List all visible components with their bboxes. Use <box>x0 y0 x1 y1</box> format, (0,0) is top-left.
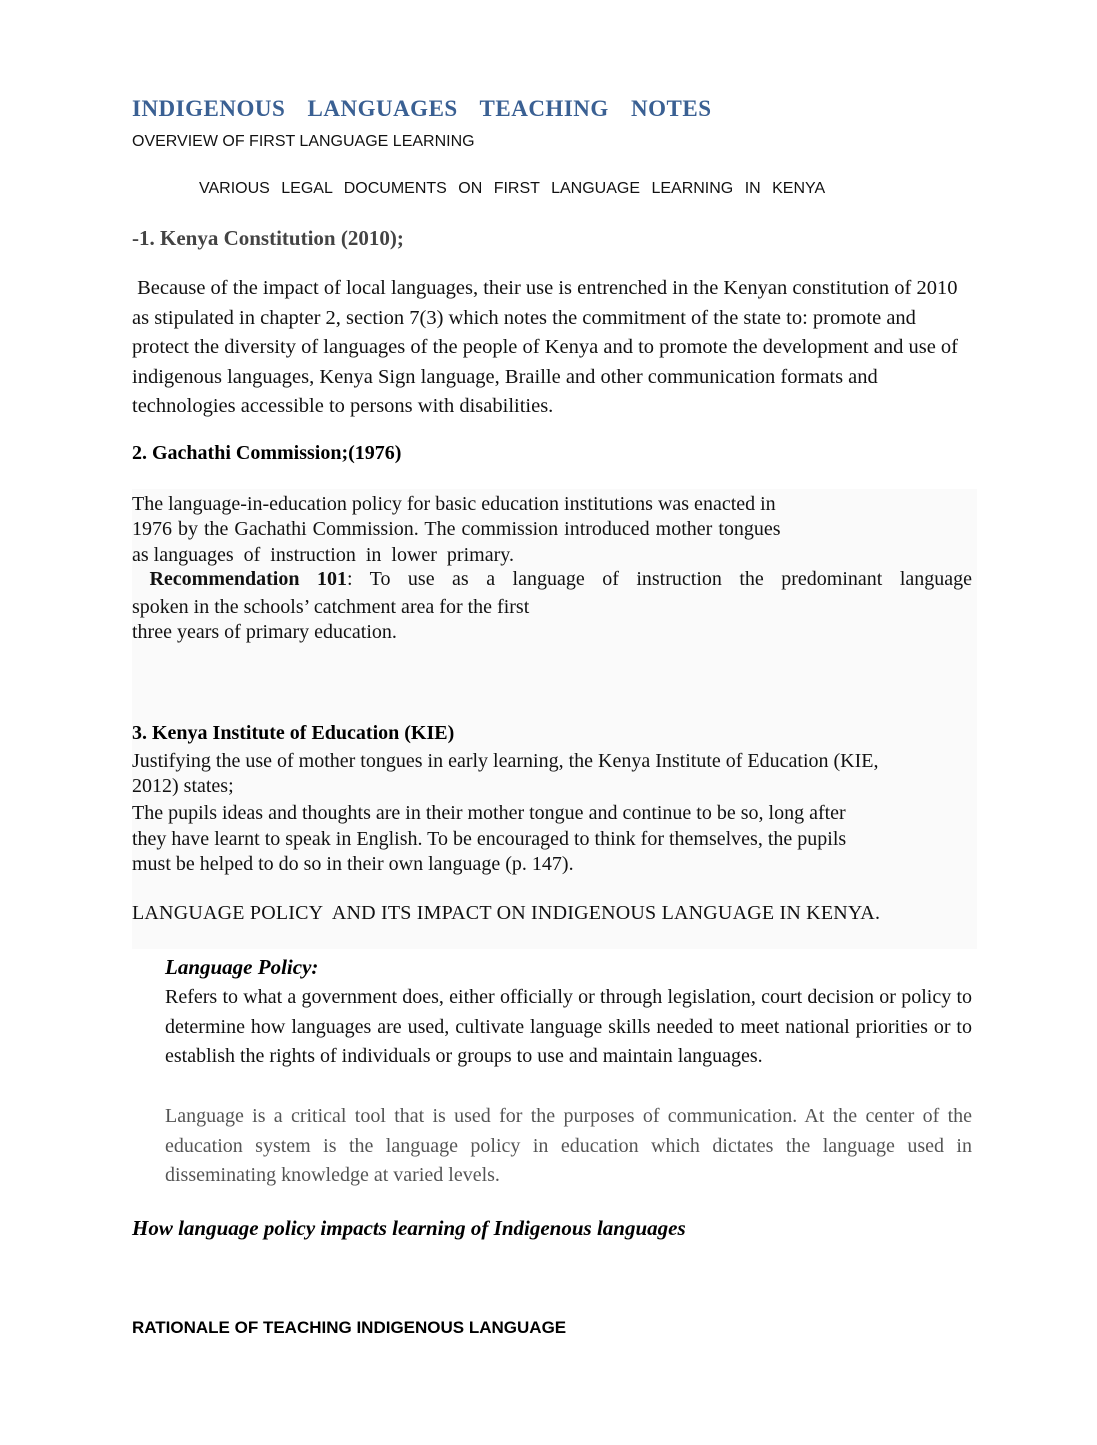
recommendation-101 <box>132 568 972 591</box>
language-policy-title: Language Policy: <box>165 955 319 979</box>
section-1-text: Because of the impact of local languages, their use is entrenched in the Kenyan constitution of 2010 as stipulated in chapter 2, section 7(3) which notes the commitment of the state to: promote and protect the diversity of languages of the people of Kenya and to promote the development and use of indigenous languages, Kenya Sign language, Braille and other communication formats and technologies accessible to persons with disabilities. <box>132 277 959 418</box>
recommendation-label: Recommendation 101 <box>149 568 347 590</box>
impact-heading: How language policy impacts learning of Indigenous languages <box>132 1216 686 1240</box>
section-2-line: as languages of instruction in lower primary. <box>132 544 514 566</box>
legal-documents-heading: VARIOUS LEGAL DOCUMENTS ON FIRST LANGUAGE LEARNING IN KENYA <box>199 180 826 197</box>
section-3-line: they have learnt to speak in English. To be encouraged to think for themselves, the pupils <box>132 828 847 850</box>
section-2-line: The language-in-education policy for basic education institutions was enacted in <box>132 493 776 515</box>
recommendation-line: spoken in the schools’ catchment area for the first <box>132 596 530 618</box>
overview-heading: OVERVIEW OF FIRST LANGUAGE LEARNING <box>132 133 475 150</box>
section-2-heading: 2. Gachathi Commission;(1976) <box>132 442 402 464</box>
section-3-line: Justifying the use of mother tongues in early learning, the Kenya Institute of Education (KIE, <box>132 750 879 772</box>
section-3-line: 2012) states; <box>132 775 234 797</box>
section-1-body <box>132 274 972 422</box>
rationale-heading: RATIONALE OF TEACHING INDIGENOUS LANGUAGE <box>132 1318 567 1337</box>
section-3-line: The pupils ideas and thoughts are in their mother tongue and continue to be so, long after <box>132 802 846 824</box>
recommendation-text: : To use as a language of instruction the predominant language <box>346 568 973 590</box>
language-policy-heading: LANGUAGE POLICY AND ITS IMPACT ON INDIGENOUS LANGUAGE IN KENYA. <box>132 902 881 924</box>
language-policy-definition: Refers to what a government does, either officially or through legislation, court decision or policy to determine how languages are used, cultivate language skills needed to meet national priorities or to establish the rights of individuals or groups to use and maintain languages. <box>165 986 972 1068</box>
recommendation-line: three years of primary education. <box>132 621 397 643</box>
language-policy-note: Language is a critical tool that is used for the purposes of communication. At the center of the education system is the language policy in education which dictates the language used in disseminating knowledge at varied levels. <box>165 1105 972 1187</box>
section-1-heading: -1. Kenya Constitution (2010); <box>132 226 404 250</box>
section-3-line: must be helped to do so in their own language (p. 147). <box>132 853 574 875</box>
section-3-heading: 3. Kenya Institute of Education (KIE) <box>132 722 455 744</box>
document-title: INDIGENOUS LANGUAGES TEACHING NOTES <box>132 96 712 121</box>
section-2-line: 1976 by the Gachathi Commission. The commission introduced mother tongues <box>132 518 781 540</box>
